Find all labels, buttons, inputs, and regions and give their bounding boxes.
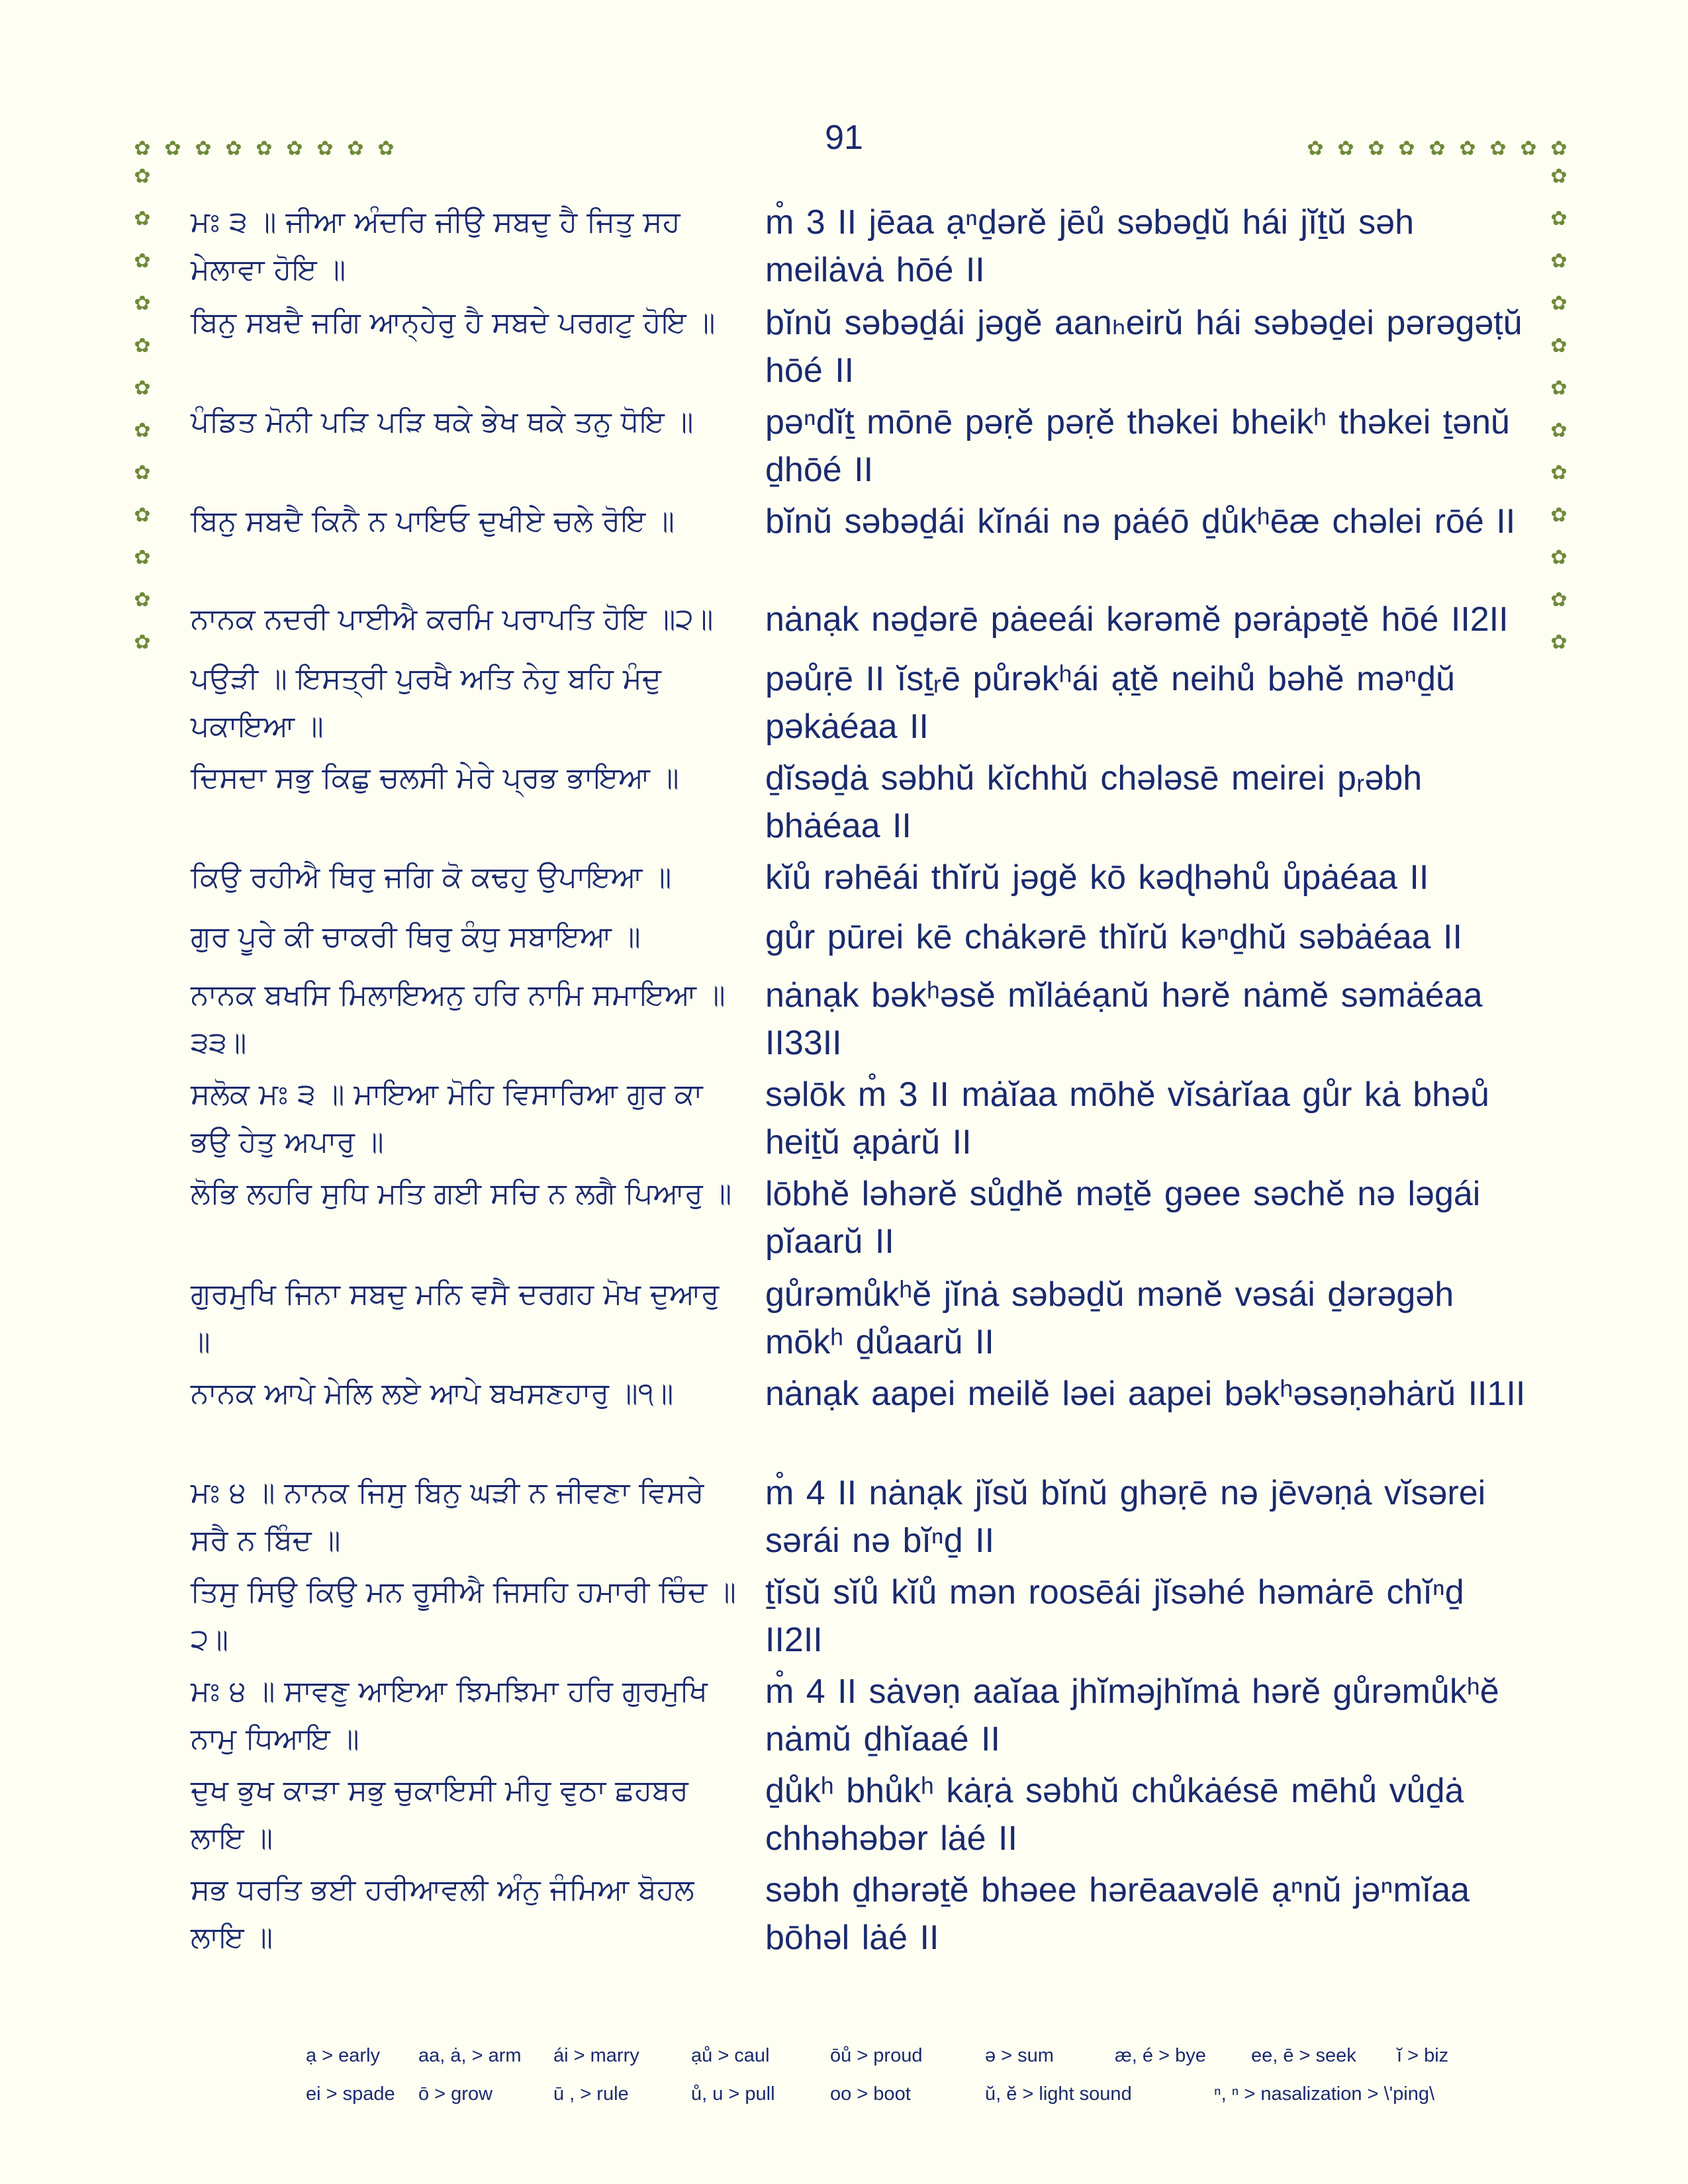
flower-ornament-icon	[346, 139, 365, 159]
transliteration-text: səlōk m̊ 3 II mȧĭaa mōhĕ vĭsȧrĭaa gůr kȧ bhəů heiṯŭ ạpȧrŭ II	[765, 1075, 1489, 1161]
flower-ornament-icon	[1427, 139, 1447, 159]
flower-ornament-icon	[132, 548, 152, 568]
flower-ornament-icon	[1549, 139, 1569, 159]
transliteration-text: m̊ 3 II jēaa ạⁿḏərĕ jēů səbəḏŭ hái jĭṯŭ səh meilȧvȧ hōé II	[765, 203, 1415, 289]
flower-ornament-icon	[1549, 421, 1569, 441]
flower-ornament-icon	[1549, 336, 1569, 356]
transliteration-text: nȧnạk aapei meilĕ ləei aapei bəkʰəsəṇəhȧrŭ II1II	[765, 1375, 1526, 1413]
transliteration-text: ḏůkʰ bhůkʰ kȧṛȧ səbhŭ chůkȧésē mēhů vůḏȧ chhəhəbər lȧé II	[765, 1772, 1464, 1858]
gurmukhi-text: ਸਲੋਕ ਮਃ ੩ ॥ ਮਾਇਆ ਮੋਹਿ ਵਿਸਾਰਿਆ ਗੁਰ ਕਾ ਭਉ ਹੇਤੁ ਅਪਾਰੁ ॥	[191, 1077, 703, 1159]
transliteration-text: pəⁿdĭṯ mōnē pəṛĕ pəṛĕ thəkei bheikʰ thəkei ṯənŭ ḏhōé II	[765, 403, 1510, 489]
flower-ornament-icon	[254, 139, 274, 159]
gurmukhi-text: ਤਿਸੁ ਸਿਉ ਕਿਉ ਮਨ ਰੂਸੀਐ ਜਿਸਹਿ ਹਮਾਰੀ ਚਿੰਦ ॥੨॥	[191, 1575, 736, 1657]
transliteration-text: kĭů rəhēái thĭrŭ jəgĕ kō kəɖhəhů ůpȧéaa II	[765, 858, 1429, 897]
flower-ornament-icon	[132, 209, 152, 229]
legend-item: ạů > caul	[691, 2045, 770, 2066]
flower-ornament-icon	[132, 167, 152, 187]
gurmukhi-text: ਬਿਨੁ ਸਬਦੈ ਕਿਨੈ ਨ ਪਾਇਓ ਦੁਖੀਏ ਚਲੇ ਰੋਇ ॥	[191, 504, 675, 538]
flower-ornament-icon	[1305, 139, 1325, 159]
legend-item: aa, ȧ, > arm	[418, 2045, 522, 2066]
transliteration-text: lōbhĕ ləhərĕ sůḏhĕ məṯĕ gəee səchĕ nə ləgái pĭaarŭ II	[765, 1175, 1481, 1261]
flower-ornament-icon	[1488, 139, 1508, 159]
legend-item: ái > marry	[553, 2045, 639, 2066]
gurmukhi-text: ਮਃ ੪ ॥ ਨਾਨਕ ਜਿਸੁ ਬਿਨੁ ਘੜੀ ਨ ਜੀਵਣਾ ਵਿਸਰੇ ਸਰੈ ਨ ਬਿੰਦ ॥	[191, 1476, 704, 1557]
transliteration-text: pəůṛē II ĭsṯᵣē půrəkʰái ạṯĕ neihů bəhĕ məⁿḏŭ pəkȧéaa II	[765, 660, 1456, 746]
legend-item: ee, ē > seek	[1251, 2045, 1356, 2066]
gurmukhi-text: ਗੁਰ ਪੂਰੇ ਕੀ ਚਾਕਰੀ ਥਿਰੁ ਕੰਧੁ ਸਬਾਇਆ ॥	[191, 920, 641, 954]
transliteration-text: m̊ 4 II nȧnạk jĭsŭ bĭnŭ ghəṛē nə jēvəṇȧ vĭsərei sərái nə bĭⁿḏ II	[765, 1474, 1486, 1560]
transliteration-text: ḏĭsəḏȧ səbhŭ kĭchhŭ chələsē meirei pᵣəbh bhȧéaa II	[765, 759, 1423, 845]
legend-item: ū , > rule	[553, 2083, 629, 2105]
gurmukhi-text: ਗੁਰਮੁਖਿ ਜਿਨਾ ਸਬਦੁ ਮਨਿ ਵਸੈ ਦਰਗਹ ਮੋਖ ਦੁਆਰੁ ॥	[191, 1277, 720, 1359]
flower-ornament-icon	[132, 139, 152, 159]
gurmukhi-text: ਲੋਭਿ ਲਹਰਿ ਸੁਧਿ ਮਤਿ ਗਈ ਸਚਿ ਨ ਲਗੈ ਪਿਆਰੁ ॥	[191, 1177, 732, 1210]
transliteration-text: səbh ḏhərəṯĕ bhəee hərēaavəlē ạⁿnŭ jəⁿmĭaa bōhəl lȧé II	[765, 1871, 1470, 1957]
flower-ornament-icon	[1549, 463, 1569, 483]
gurmukhi-text: ਮਃ ੪ ॥ ਸਾਵਣੁ ਆਇਆ ਝਿਮਝਿਮਾ ਹਰਿ ਗੁਰਮੁਖਿ ਨਾਮੁ ਧਿਆਇ ॥	[191, 1674, 708, 1756]
gurmukhi-text: ਕਿਉ ਰਹੀਐ ਥਿਰੁ ਜਗਿ ਕੋ ਕਢਹੁ ਉਪਾਇਆ ॥	[191, 860, 672, 894]
transliteration-text: nȧnạk bəkʰəsĕ mĭlȧéạnŭ hərĕ nȧmĕ səmȧéaa II33II	[765, 976, 1483, 1062]
flower-ornament-icon	[1549, 167, 1569, 187]
gurmukhi-text: ਦਿਸਦਾ ਸਭੁ ਕਿਛੁ ਚਲਸੀ ਮੇਰੇ ਪ੍ਰਭ ਭਾਇਆ ॥	[191, 761, 679, 795]
legend-item: ạ > early	[306, 2045, 381, 2066]
gurmukhi-text: ਮਃ ੩ ॥ ਜੀਆ ਅੰਦਰਿ ਜੀਉ ਸਬਦੁ ਹੈ ਜਿਤੁ ਸਹ ਮੇਲਾਵਾ ਹੋਇ ॥	[191, 205, 680, 287]
flower-ornament-icon	[163, 139, 183, 159]
flower-ornament-icon	[132, 379, 152, 398]
legend-item: ei > spade	[306, 2083, 395, 2105]
legend-item: oo > boot	[830, 2083, 911, 2105]
gurmukhi-text: ਨਾਨਕ ਨਦਰੀ ਪਾਈਐ ਕਰਮਿ ਪਰਾਪਤਿ ਹੋਇ ॥੨॥	[191, 602, 714, 636]
transliteration-text: m̊ 4 II sȧvəṇ aaĭaa jhĭməjhĭmȧ hərĕ gůrəmůkʰĕ nȧmŭ ḏhĭaaé II	[765, 1672, 1499, 1758]
flower-ornament-icon	[315, 139, 335, 159]
flower-ornament-icon	[132, 294, 152, 314]
gurmukhi-text: ਪੰਡਿਤ ਮੋਨੀ ਪੜਿ ਪੜਿ ਥਕੇ ਭੇਖ ਥਕੇ ਤਨੁ ਧੋਇ ॥	[191, 405, 694, 439]
flower-ornament-icon	[132, 336, 152, 356]
flower-ornament-icon	[1366, 139, 1386, 159]
transliteration-text: gůrəmůkʰĕ jĭnȧ səbəḏŭ mənĕ vəsái ḏərəgəh mōkʰ ḏůaarŭ II	[765, 1275, 1454, 1361]
flower-ornament-icon	[193, 139, 213, 159]
legend-item: ə > sum	[985, 2045, 1054, 2066]
legend-item: æ, é > bye	[1115, 2045, 1206, 2066]
flower-ornament-icon	[1549, 633, 1569, 653]
legend-item: ŭ, ĕ > light sound	[985, 2083, 1132, 2105]
flower-ornament-icon	[1549, 294, 1569, 314]
legend-item: ů, u > pull	[691, 2083, 775, 2105]
gurmukhi-text: ਦੁਖ ਭੁਖ ਕਾੜਾ ਸਭੁ ਚੁਕਾਇਸੀ ਮੀਹੁ ਵੁਠਾ ਛਹਬਰ ਲਾਇ ॥	[191, 1774, 688, 1855]
flower-ornament-icon	[1549, 590, 1569, 610]
page-number: 91	[825, 118, 863, 157]
gurmukhi-text: ਪਉੜੀ ॥ ਇਸਤ੍ਰੀ ਪੁਰਖੈ ਅਤਿ ਨੇਹੁ ਬਹਿ ਮੰਦੁ ਪਕਾਇਆ ॥	[191, 662, 661, 743]
flower-ornament-icon	[1549, 379, 1569, 398]
flower-ornament-icon	[1458, 139, 1477, 159]
flower-ornament-icon	[376, 139, 396, 159]
flower-ornament-icon	[132, 506, 152, 525]
flower-ornament-icon	[1549, 506, 1569, 525]
legend-item: ōů > proud	[830, 2045, 923, 2066]
transliteration-text: nȧnạk nəḏərē pȧeeái kərəmĕ pərȧpəṯĕ hōé II2II	[765, 600, 1509, 639]
flower-ornament-icon	[1397, 139, 1417, 159]
transliteration-text: ṯĭsŭ sĭů kĭů mən roosēái jĭsəhé həmȧrē chĭⁿḏ II2II	[765, 1573, 1464, 1659]
gurmukhi-text: ਬਿਨੁ ਸਬਦੈ ਜਗਿ ਆਨ੍ਹੇਰੁ ਹੈ ਸਬਦੇ ਪਰਗਟੁ ਹੋਇ ॥	[191, 306, 716, 340]
flower-ornament-icon	[1549, 209, 1569, 229]
legend-item: ⁿ, ⁿ > nasalization > \'ping\	[1214, 2083, 1435, 2105]
flower-ornament-icon	[1549, 251, 1569, 271]
flower-ornament-icon	[132, 421, 152, 441]
transliteration-text: bĭnŭ səbəḏái kĭnái nə pȧéō ḏůkʰēæ chəlei rōé II	[765, 502, 1516, 541]
flower-ornament-icon	[224, 139, 244, 159]
gurmukhi-text: ਨਾਨਕ ਆਪੇ ਮੇਲਿ ਲਏ ਆਪੇ ਬਖਸਣਹਾਰੁ ॥੧॥	[191, 1377, 674, 1410]
gurmukhi-text: ਸਭ ਧਰਤਿ ਭਈ ਹਰੀਆਵਲੀ ਅੰਨੁ ਜੰਮਿਆ ਬੋਹਲ ਲਾਇ ॥	[191, 1873, 694, 1954]
flower-ornament-icon	[132, 463, 152, 483]
transliteration-text: gůr pūrei kē chȧkərē thĭrŭ kəⁿḏhŭ səbȧéaa II	[765, 918, 1462, 956]
flower-ornament-icon	[132, 633, 152, 653]
flower-ornament-icon	[132, 251, 152, 271]
flower-ornament-icon	[1519, 139, 1538, 159]
legend-item: ĭ > biz	[1397, 2045, 1449, 2066]
gurmukhi-text: ਨਾਨਕ ਬਖਸਿ ਮਿਲਾਇਅਨੁ ਹਰਿ ਨਾਮਿ ਸਮਾਇਆ ॥੩੩॥	[191, 978, 726, 1060]
legend-item: ō > grow	[418, 2083, 493, 2105]
flower-ornament-icon	[132, 590, 152, 610]
transliteration-text: bĭnŭ səbəḏái jəgĕ aanₕeirŭ hái səbəḏei pərəgəṭŭ hōé II	[765, 304, 1523, 390]
flower-ornament-icon	[1549, 548, 1569, 568]
flower-ornament-icon	[285, 139, 305, 159]
flower-ornament-icon	[1336, 139, 1356, 159]
